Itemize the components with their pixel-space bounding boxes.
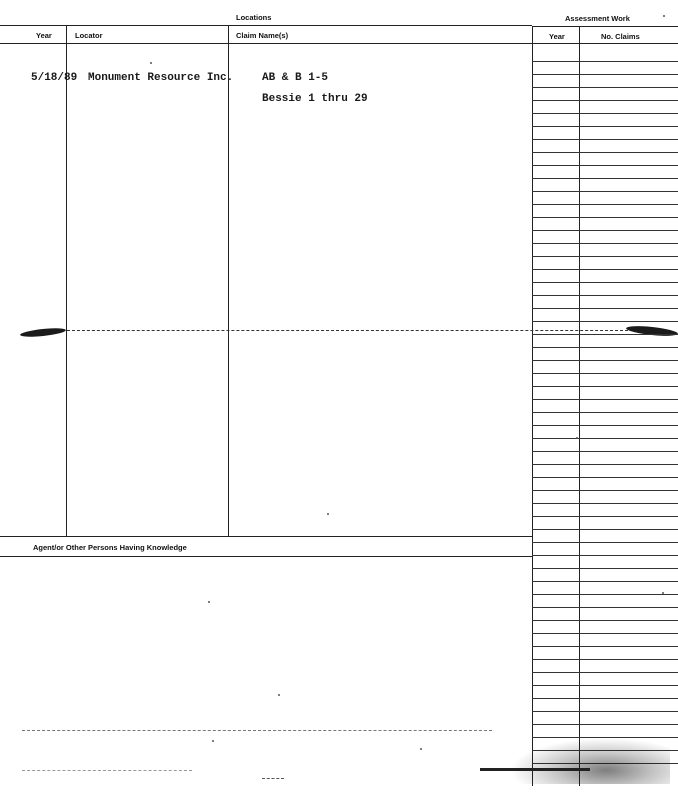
assessment-row-line xyxy=(532,360,678,361)
agent-writing-line xyxy=(22,770,192,771)
top-rule-left xyxy=(0,25,532,26)
scan-speck xyxy=(212,740,214,742)
scan-speck xyxy=(278,694,280,696)
year-column-header: Year xyxy=(36,31,52,40)
assessment-row-line xyxy=(532,451,678,452)
assessment-row-line xyxy=(532,490,678,491)
assessment-work-header: Assessment Work xyxy=(565,14,630,23)
assessment-row-line xyxy=(532,347,678,348)
assessment-row-line xyxy=(532,503,678,504)
assessment-row-line xyxy=(532,685,678,686)
punch-mark-left xyxy=(20,327,66,339)
scan-noise xyxy=(510,738,670,784)
assessment-row-line xyxy=(532,308,678,309)
assessment-row-line xyxy=(532,438,678,439)
locations-header: Locations xyxy=(236,13,272,22)
assessment-row-line xyxy=(532,594,678,595)
assessment-row-line xyxy=(532,256,678,257)
assessment-row-line xyxy=(532,139,678,140)
assessment-row-line xyxy=(532,607,678,608)
record-date: 5/18/89 xyxy=(31,72,78,84)
header-underline xyxy=(0,43,678,44)
assessment-row-line xyxy=(532,373,678,374)
agent-writing-line xyxy=(262,778,284,779)
top-rule-right xyxy=(532,26,678,27)
agent-label: Agent/or Other Persons Having Knowledge xyxy=(33,543,187,552)
locator-column-header: Locator xyxy=(75,31,103,40)
record-locator: Monument Resource Inc. xyxy=(88,72,234,84)
assessment-row-line xyxy=(532,204,678,205)
assessment-row-line xyxy=(532,529,678,530)
scan-speck xyxy=(576,437,578,439)
scan-speck xyxy=(208,601,210,603)
scan-speck xyxy=(662,592,664,594)
agent-writing-line xyxy=(22,730,492,731)
assessment-row-line xyxy=(532,425,678,426)
assessment-row-line xyxy=(532,399,678,400)
assessment-row-line xyxy=(532,269,678,270)
assessment-row-line xyxy=(532,74,678,75)
assessment-row-line xyxy=(532,217,678,218)
assessment-row-line xyxy=(532,412,678,413)
assessment-row-line xyxy=(532,178,678,179)
claim-names-column-header: Claim Name(s) xyxy=(236,31,289,40)
assessment-row-line xyxy=(532,100,678,101)
assessment-row-line xyxy=(532,542,678,543)
assessment-row-line xyxy=(532,191,678,192)
assessment-row-line xyxy=(532,334,678,335)
locations-table-bottom xyxy=(0,536,532,537)
assessment-row-line xyxy=(532,633,678,634)
assessment-row-line xyxy=(532,295,678,296)
assessment-row-line xyxy=(532,568,678,569)
assessment-row-line xyxy=(532,581,678,582)
assessment-row-line xyxy=(532,87,678,88)
assessment-row-line xyxy=(532,464,678,465)
assessment-row-line xyxy=(532,243,678,244)
assessment-row-line xyxy=(532,659,678,660)
scan-speck xyxy=(663,15,665,17)
fold-line xyxy=(62,330,628,331)
assessment-row-line xyxy=(532,386,678,387)
scan-speck xyxy=(150,62,152,64)
assessment-row-line xyxy=(532,113,678,114)
claim-name-line-1: AB & B 1-5 xyxy=(262,72,329,84)
scan-smear xyxy=(480,768,590,771)
assessment-row-line xyxy=(532,61,678,62)
year-locator-divider xyxy=(66,25,67,536)
no-claims-column-header: No. Claims xyxy=(601,32,640,41)
locator-claims-divider xyxy=(228,25,229,536)
agent-underline xyxy=(0,556,532,557)
assessment-year-column-header: Year xyxy=(549,32,565,41)
assessment-row-line xyxy=(532,230,678,231)
assessment-row-line xyxy=(532,724,678,725)
assessment-row-line xyxy=(532,477,678,478)
assessment-row-line xyxy=(532,282,678,283)
assessment-row-line xyxy=(532,165,678,166)
assessment-row-line xyxy=(532,620,678,621)
assessment-row-line xyxy=(532,698,678,699)
assessment-row-line xyxy=(532,555,678,556)
assessment-row-line xyxy=(532,516,678,517)
assessment-row-line xyxy=(532,646,678,647)
assessment-row-line xyxy=(532,321,678,322)
claim-name-line-2: Bessie 1 thru 29 xyxy=(262,93,368,105)
scan-speck xyxy=(420,748,422,750)
assessment-row-line xyxy=(532,126,678,127)
assessment-row-line xyxy=(532,711,678,712)
scan-speck xyxy=(327,513,329,515)
assessment-row-line xyxy=(532,152,678,153)
punch-mark-right xyxy=(626,324,678,337)
assessment-row-line xyxy=(532,672,678,673)
